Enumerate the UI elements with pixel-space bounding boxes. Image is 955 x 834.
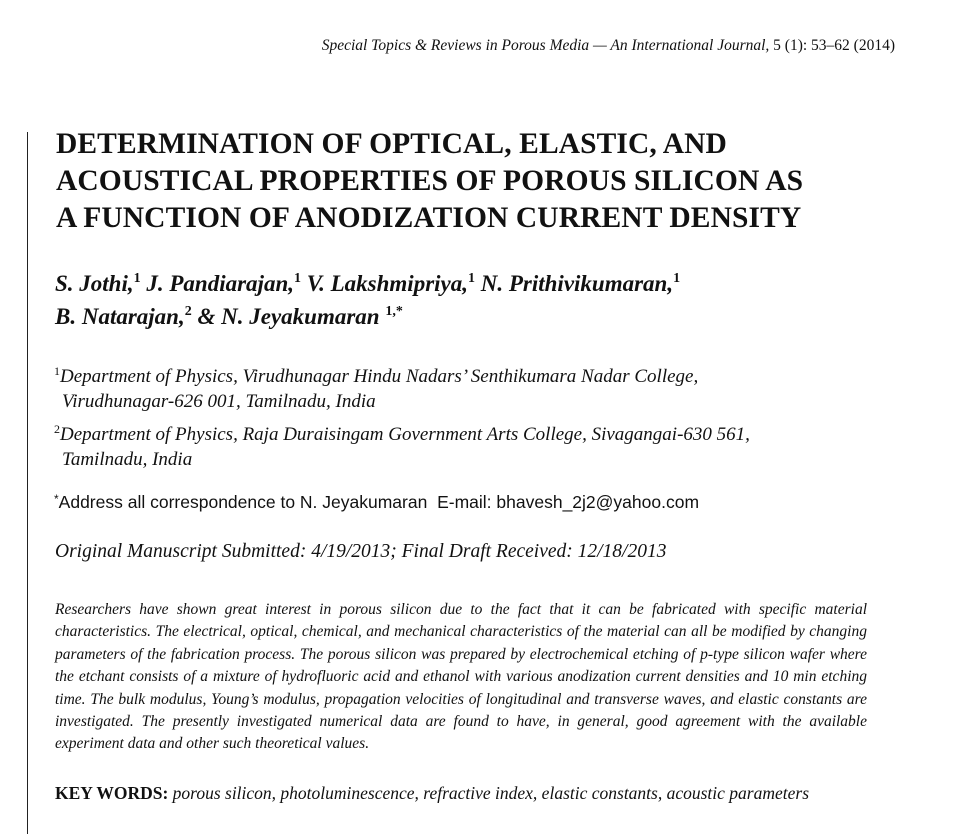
journal-header bbox=[322, 37, 895, 55]
author: J. Pandiarajan,$^1$ bbox=[146, 271, 301, 296]
title-line-2: ACOUSTICAL PROPERTIES OF POROUS SILICON AS bbox=[56, 165, 804, 197]
keywords bbox=[55, 783, 809, 804]
affiliation-2: $^2$Department of Physics, Raja Duraisingam Government Arts College, Sivagangai-630 561, Tamilnadu, India bbox=[54, 422, 750, 470]
author-list bbox=[55, 267, 935, 333]
journal-citation: 5 (1): 53–62 (2014) bbox=[773, 37, 895, 54]
title-line-3: A FUNCTION OF ANODIZATION CURRENT DENSITY bbox=[56, 202, 802, 234]
paper-title bbox=[56, 126, 916, 237]
left-margin-rule bbox=[27, 132, 28, 834]
keywords-label: KEY WORDS: bbox=[55, 783, 169, 803]
title-line-1: DETERMINATION OF OPTICAL, ELASTIC, AND bbox=[56, 128, 727, 160]
journal-name: Special Topics & Reviews in Porous Media — An International Journal, bbox=[321, 37, 770, 54]
author: N. Prithivikumaran,$^1$ bbox=[480, 271, 681, 296]
keywords-list: porous silicon, photoluminescence, refractive index, elastic constants, acoustic parameters bbox=[172, 783, 810, 803]
correspondence-note: *Address all correspondence to N. Jeyakumaran E-mail: bhavesh_2j2@yahoo.com bbox=[54, 492, 700, 512]
author: & N. Jeyakumaran $^{1,*}$ bbox=[197, 304, 403, 329]
author: V. Lakshmipriya,$^1$ bbox=[306, 271, 475, 296]
manuscript-dates: Original Manuscript Submitted: 4/19/2013; Final Draft Received: 12/18/2013 bbox=[55, 541, 667, 562]
email-address: bhavesh_2j2@yahoo.com bbox=[496, 492, 700, 512]
author: S. Jothi,$^1$ bbox=[55, 271, 141, 296]
affiliation-1: $^1$Department of Physics, Virudhunagar Hindu Nadars’ Senthikumara Nadar College, Virudhunagar-626 001, Tamilnadu, India bbox=[54, 364, 699, 412]
abstract: Researchers have shown great interest in porous silicon due to the fact that it can be fabricated with specific material characteristics. The electrical, optical, chemical, and mechanical characteristics of the material can all be modified by changing parameters of the fabrication process. The porous silicon was prepared by electrochemical etching of p-type silicon wafer where the etchant consists of a mixture of hydrofluoric acid and ethanol with various anodization current densities and 10 min etching time. The bulk modulus, Young’s modulus, propagation velocities of longitudinal and transverse waves, and elastic constants are investigated. The presently investigated numerical data are found to have, in general, good agreement with the available experiment data and other such theoretical values. bbox=[55, 601, 867, 753]
author: B. Natarajan,$^2$ bbox=[55, 304, 192, 329]
